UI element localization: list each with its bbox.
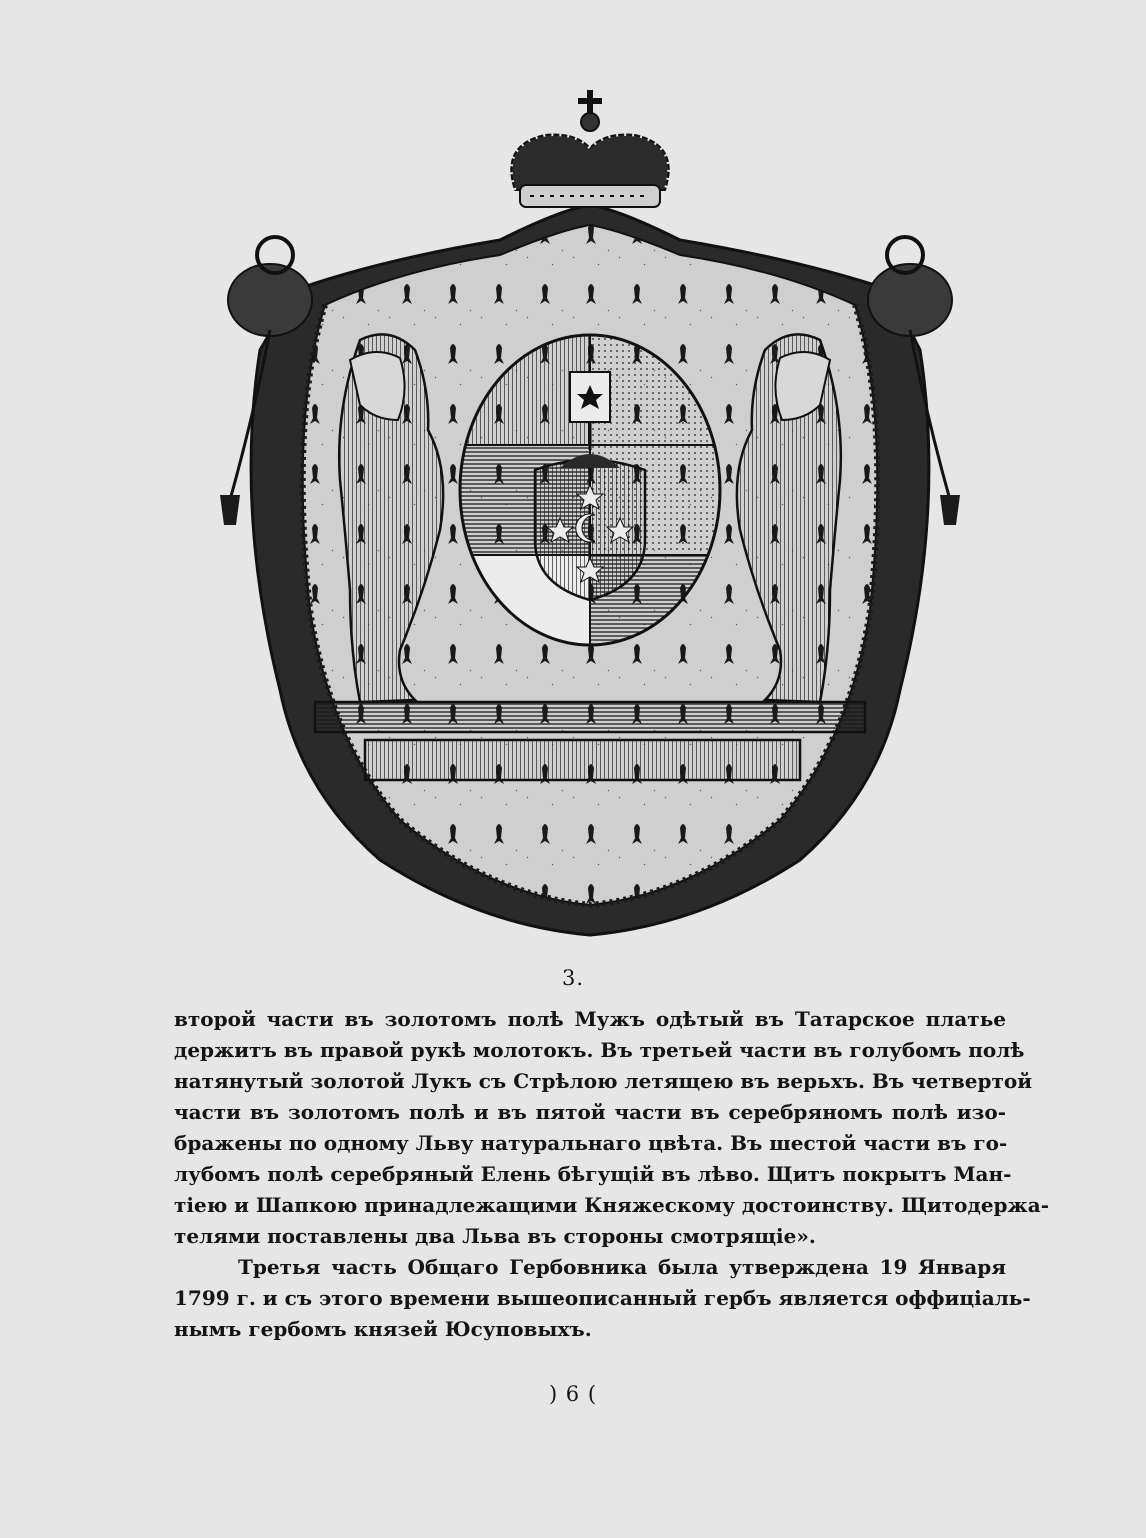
body-text [174,1004,1049,1345]
coat-of-arms-illustration [200,90,980,950]
page-number: ) 6 ( [548,1382,598,1406]
text-line: держитъ въ правой рукѣ молотокъ. Въ третьей части въ голубомъ полѣ [174,1038,1025,1062]
text-line: Третья часть Общаго Гербовника была утверждена 19 Января [238,1255,1006,1279]
crown-motif [511,90,669,207]
text-line: бражены по одному Льву натуральнаго цвѣта. Въ шестой части въ го- [174,1131,1008,1155]
text-line: части въ золотомъ полѣ и въ пятой части въ серебряномъ полѣ изо- [174,1100,1006,1124]
text-line: нымъ гербомъ князей Юсуповыхъ. [174,1317,592,1341]
text-line: телями поставлены два Льва въ стороны смотрящіе». [174,1224,816,1248]
text-line: натянутый золотой Лукъ съ Стрѣлою летящею въ верьхъ. Въ четвертой [174,1069,1033,1093]
text-line: лубомъ полѣ серебряный Елень бѣгущій въ лѣво. Щитъ покрытъ Ман- [174,1162,1012,1186]
figure-number: 3. [561,966,585,990]
text-line: второй части въ золотомъ полѣ Мужъ одѣтый въ Татарское платье [174,1007,1006,1031]
text-line: 1799 г. и съ этого времени вышеописанный гербъ является оффиціаль- [174,1286,1031,1310]
text-line: тіею и Шапкою принадлежащими Княжескому достоинству. Щитодержа- [174,1193,1049,1217]
